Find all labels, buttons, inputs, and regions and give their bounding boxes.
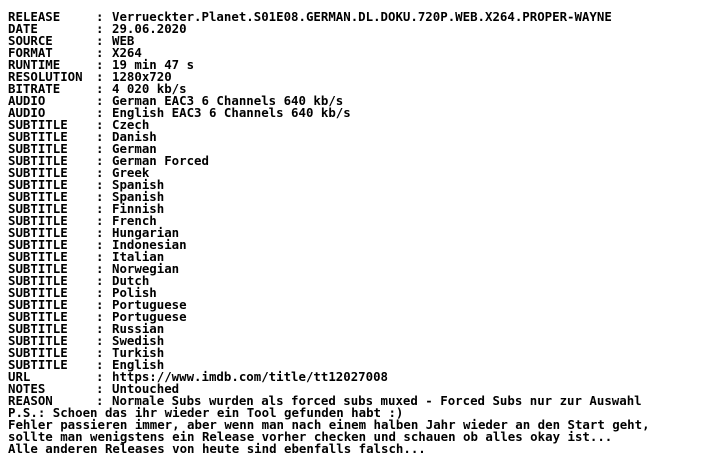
field-key: SUBTITLE xyxy=(8,261,68,276)
field-separator: : xyxy=(96,237,104,252)
field-separator: : xyxy=(96,297,104,312)
nfo-text-document xyxy=(8,11,700,455)
field-separator: : xyxy=(96,249,104,264)
field-separator: : xyxy=(96,129,104,144)
field-value: 19 min 47 s xyxy=(112,57,195,72)
field-separator: : xyxy=(96,9,104,24)
field-value: German EAC3 6 Channels 640 kb/s xyxy=(112,93,344,108)
field-key: SUBTITLE xyxy=(8,201,68,216)
field-value: Untouched xyxy=(112,381,180,396)
field-value: Portuguese xyxy=(112,309,187,324)
field-value: Normale Subs wurden als forced subs muxed - Forced Subs nur zur Auswahl xyxy=(112,393,642,408)
field-separator: : xyxy=(96,381,104,396)
field-value: Dutch xyxy=(112,273,150,288)
field-key: RESOLUTION xyxy=(8,69,83,84)
field-separator: : xyxy=(96,81,104,96)
field-value: German xyxy=(112,141,157,156)
field-separator: : xyxy=(96,357,104,372)
field-separator: : xyxy=(96,33,104,48)
field-key: BITRATE xyxy=(8,81,61,96)
field-separator: : xyxy=(96,69,104,84)
field-separator: : xyxy=(96,21,104,36)
field-value: German Forced xyxy=(112,153,209,168)
field-key: SUBTITLE xyxy=(8,273,68,288)
field-key: SUBTITLE xyxy=(8,189,68,204)
field-separator: : xyxy=(96,153,104,168)
field-value: Norwegian xyxy=(112,261,180,276)
field-value: Russian xyxy=(112,321,165,336)
field-key: SUBTITLE xyxy=(8,345,68,360)
field-separator: : xyxy=(96,345,104,360)
footer-line: Alle anderen Releases von heute sind ebenfalls falsch... xyxy=(8,441,426,456)
field-separator: : xyxy=(96,165,104,180)
field-key: SUBTITLE xyxy=(8,237,68,252)
field-key: SUBTITLE xyxy=(8,225,68,240)
field-value: Portuguese xyxy=(112,297,187,312)
field-key: DATE xyxy=(8,21,38,36)
field-key: RUNTIME xyxy=(8,57,61,72)
field-key: REASON xyxy=(8,393,53,408)
field-value: Hungarian xyxy=(112,225,180,240)
field-value: 1280x720 xyxy=(112,69,172,84)
field-key: RELEASE xyxy=(8,9,61,24)
field-value: Verrueckter.Planet.S01E08.GERMAN.DL.DOKU.720P.WEB.X264.PROPER-WAYNE xyxy=(112,9,612,24)
field-key: SUBTITLE xyxy=(8,129,68,144)
field-key: SUBTITLE xyxy=(8,357,68,372)
field-key: SUBTITLE xyxy=(8,213,68,228)
field-value: Finnish xyxy=(112,201,165,216)
field-value[interactable]: https://www.imdb.com/title/tt12027008 xyxy=(112,369,389,384)
field-separator: : xyxy=(96,57,104,72)
field-key: SUBTITLE xyxy=(8,321,68,336)
field-key: SOURCE xyxy=(8,33,53,48)
field-separator: : xyxy=(96,273,104,288)
field-separator: : xyxy=(96,225,104,240)
field-value: French xyxy=(112,213,157,228)
release-info-fields xyxy=(8,11,700,407)
field-value: 29.06.2020 xyxy=(112,21,187,36)
field-key: SUBTITLE xyxy=(8,285,68,300)
field-separator: : xyxy=(96,285,104,300)
field-separator: : xyxy=(96,201,104,216)
field-separator: : xyxy=(96,321,104,336)
field-separator: : xyxy=(96,333,104,348)
field-key: URL xyxy=(8,369,31,384)
field-value: Czech xyxy=(112,117,150,132)
field-separator: : xyxy=(96,309,104,324)
field-value: Turkish xyxy=(112,345,165,360)
field-value: Greek xyxy=(112,165,150,180)
field-separator: : xyxy=(96,141,104,156)
field-key: SUBTITLE xyxy=(8,249,68,264)
field-key: SUBTITLE xyxy=(8,165,68,180)
field-key: SUBTITLE xyxy=(8,177,68,192)
field-value: Polish xyxy=(112,285,157,300)
field-separator: : xyxy=(96,93,104,108)
field-separator: : xyxy=(96,369,104,384)
field-key: SUBTITLE xyxy=(8,117,68,132)
field-key: SUBTITLE xyxy=(8,297,68,312)
field-value: Italian xyxy=(112,249,165,264)
field-separator: : xyxy=(96,105,104,120)
field-value: 4 020 kb/s xyxy=(112,81,187,96)
field-separator: : xyxy=(96,213,104,228)
field-separator: : xyxy=(96,45,104,60)
release-notes-footer xyxy=(8,407,700,455)
field-separator: : xyxy=(96,393,104,408)
field-value: X264 xyxy=(112,45,142,60)
field-separator: : xyxy=(96,177,104,192)
field-key: AUDIO xyxy=(8,105,46,120)
field-value: English xyxy=(112,357,165,372)
footer-line: P.S.: Schoen das ihr wieder ein Tool gefunden habt :) xyxy=(8,405,404,420)
field-value: Spanish xyxy=(112,177,165,192)
field-key: SUBTITLE xyxy=(8,309,68,324)
field-value: Indonesian xyxy=(112,237,187,252)
field-key: AUDIO xyxy=(8,93,46,108)
footer-line: sollte man wenigstens ein Release vorher checken und schauen ob alles okay ist... xyxy=(8,429,613,444)
field-key: SUBTITLE xyxy=(8,153,68,168)
field-value: English EAC3 6 Channels 640 kb/s xyxy=(112,105,351,120)
field-separator: : xyxy=(96,261,104,276)
field-separator: : xyxy=(96,117,104,132)
field-value: Spanish xyxy=(112,189,165,204)
field-key: SUBTITLE xyxy=(8,141,68,156)
field-value: Danish xyxy=(112,129,157,144)
field-value: Swedish xyxy=(112,333,165,348)
footer-line: Fehler passieren immer, aber wenn man nach einem halben Jahr wieder an den Start geht, xyxy=(8,417,650,432)
field-separator: : xyxy=(96,189,104,204)
field-key: NOTES xyxy=(8,381,46,396)
field-key: SUBTITLE xyxy=(8,333,68,348)
field-value: WEB xyxy=(112,33,135,48)
field-key: FORMAT xyxy=(8,45,53,60)
